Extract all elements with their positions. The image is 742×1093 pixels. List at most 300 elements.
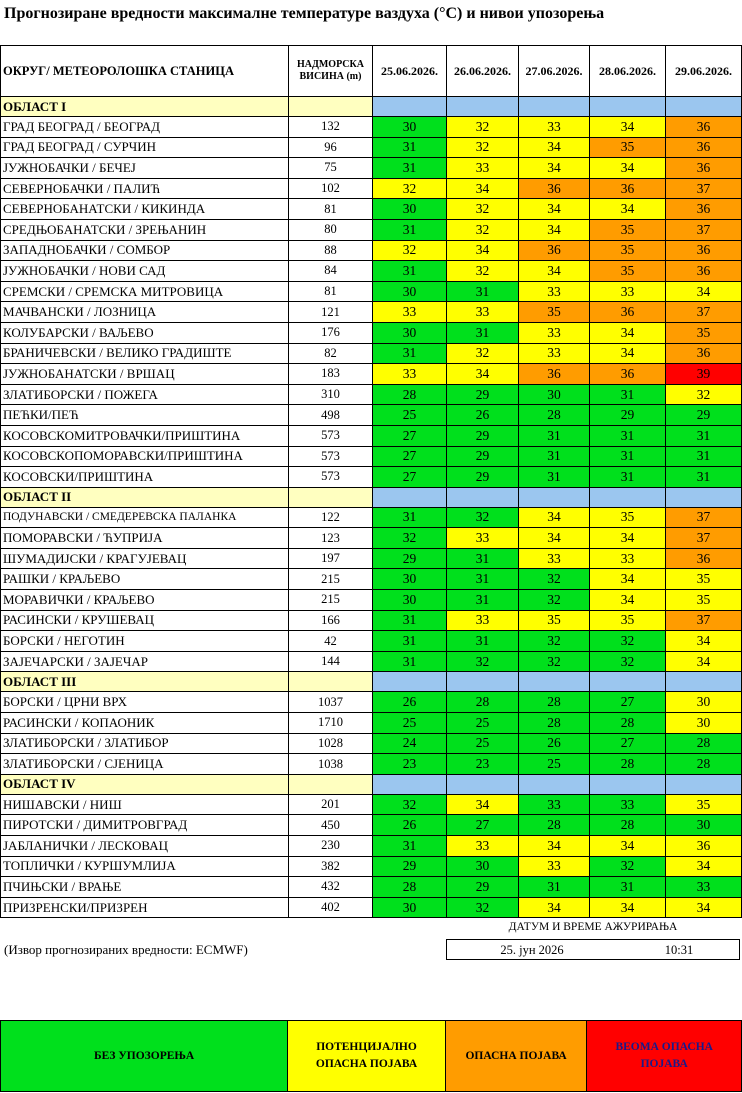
station-name: ЗЛАТИБОРСКИ / ПОЖЕГА — [1, 384, 289, 405]
temperature-cell: 28 — [519, 713, 590, 734]
temperature-cell: 25 — [447, 733, 519, 754]
station-name: НИШАВСКИ / НИШ — [1, 794, 289, 815]
region-name: ОБЛАСТ IV — [1, 774, 289, 794]
temperature-cell: 36 — [590, 302, 666, 323]
temperature-cell: 30 — [519, 384, 590, 405]
region-value-cell — [666, 97, 742, 117]
temperature-cell: 35 — [590, 507, 666, 528]
station-altitude: 88 — [289, 240, 373, 261]
station-name: БОРСКИ / НЕГОТИН — [1, 631, 289, 652]
temperature-cell: 31 — [447, 590, 519, 611]
temperature-cell: 31 — [519, 425, 590, 446]
table-row — [1, 733, 742, 754]
region-value-cell — [590, 487, 666, 507]
temperature-cell: 31 — [373, 631, 447, 652]
station-name: РАСИНСКИ / КРУШЕВАЦ — [1, 610, 289, 631]
temperature-cell: 32 — [590, 651, 666, 672]
station-name: СЕВЕРНОБАЧКИ / ПАЛИЋ — [1, 178, 289, 199]
temperature-cell: 30 — [373, 199, 447, 220]
temperature-cell: 34 — [666, 651, 742, 672]
temperature-cell: 34 — [519, 199, 590, 220]
temperature-cell: 32 — [373, 178, 447, 199]
temperature-cell: 32 — [373, 528, 447, 549]
region-row — [1, 487, 742, 507]
temperature-cell: 39 — [666, 364, 742, 385]
temperature-cell: 32 — [447, 199, 519, 220]
region-row — [1, 97, 742, 117]
temperature-cell: 37 — [666, 302, 742, 323]
temperature-cell: 32 — [373, 794, 447, 815]
table-row — [1, 158, 742, 179]
temperature-cell: 30 — [373, 897, 447, 918]
update-date: 25. јун 2026 — [500, 943, 564, 957]
region-value-cell — [519, 774, 590, 794]
station-name: ГРАД БЕОГРАД / СУРЧИН — [1, 137, 289, 158]
temperature-cell: 26 — [373, 692, 447, 713]
station-altitude: 80 — [289, 219, 373, 240]
temperature-cell: 34 — [666, 856, 742, 877]
station-altitude: 432 — [289, 877, 373, 898]
station-altitude: 123 — [289, 528, 373, 549]
station-name: СРЕДЊОБАНАТСКИ / ЗРЕЊАНИН — [1, 219, 289, 240]
temperature-cell: 33 — [519, 856, 590, 877]
temperature-cell: 33 — [447, 528, 519, 549]
table-row — [1, 343, 742, 364]
temperature-cell: 37 — [666, 178, 742, 199]
station-name: СРЕМСКИ / СРЕМСКА МИТРОВИЦА — [1, 281, 289, 302]
station-altitude: 122 — [289, 507, 373, 528]
temperature-cell: 30 — [666, 815, 742, 836]
temperature-cell: 30 — [666, 713, 742, 734]
station-altitude: 121 — [289, 302, 373, 323]
station-altitude: 1037 — [289, 692, 373, 713]
update-label: ДАТУМ И ВРЕМЕ АЖУРИРАЊА — [508, 921, 678, 933]
temperature-cell: 25 — [447, 713, 519, 734]
station-altitude: 215 — [289, 569, 373, 590]
temperature-cell: 36 — [666, 261, 742, 282]
temperature-cell: 35 — [590, 137, 666, 158]
temperature-cell: 31 — [447, 569, 519, 590]
temperature-cell: 33 — [666, 877, 742, 898]
temperature-cell: 28 — [373, 877, 447, 898]
temperature-cell: 35 — [666, 322, 742, 343]
table-row — [1, 877, 742, 898]
temperature-cell: 35 — [590, 261, 666, 282]
temperature-cell: 31 — [373, 343, 447, 364]
temperature-cell: 34 — [590, 322, 666, 343]
region-value-cell — [373, 487, 447, 507]
temperature-cell: 33 — [447, 302, 519, 323]
station-name: ЈУЖНОБАЧКИ / НОВИ САД — [1, 261, 289, 282]
station-name: ЗЛАТИБОРСКИ / СЈЕНИЦА — [1, 754, 289, 775]
update-time: 10:31 — [664, 943, 694, 957]
table-row — [1, 610, 742, 631]
temperature-cell: 30 — [373, 281, 447, 302]
altitude-column-header: НАДМОРСКА ВИСИНА (m) — [289, 46, 373, 97]
temperature-cell: 28 — [519, 692, 590, 713]
temperature-cell: 31 — [447, 548, 519, 569]
temperature-cell: 36 — [666, 117, 742, 138]
date-column-header: 29.06.2026. — [666, 46, 742, 97]
temperature-cell: 33 — [447, 836, 519, 857]
table-row — [1, 794, 742, 815]
temperature-cell: 28 — [590, 815, 666, 836]
table-row — [1, 856, 742, 877]
region-altitude-cell — [289, 487, 373, 507]
station-name: ЗАПАДНОБАЧКИ / СОМБОР — [1, 240, 289, 261]
station-name: БРАНИЧЕВСКИ / ВЕЛИКО ГРАДИШТЕ — [1, 343, 289, 364]
region-value-cell — [373, 672, 447, 692]
station-altitude: 81 — [289, 199, 373, 220]
station-name: ТОПЛИЧКИ / КУРШУМЛИЈА — [1, 856, 289, 877]
temperature-cell: 36 — [519, 178, 590, 199]
region-value-cell — [447, 774, 519, 794]
region-value-cell — [447, 672, 519, 692]
region-value-cell — [373, 774, 447, 794]
temperature-cell: 34 — [666, 281, 742, 302]
temperature-cell: 32 — [447, 507, 519, 528]
date-column-header: 28.06.2026. — [590, 46, 666, 97]
temperature-cell: 32 — [666, 384, 742, 405]
temperature-cell: 32 — [447, 219, 519, 240]
source-note: (Извор прогнозираних вредности: ECMWF) — [4, 942, 248, 957]
update-box — [446, 939, 740, 960]
station-altitude: 84 — [289, 261, 373, 282]
region-altitude-cell — [289, 97, 373, 117]
temperature-cell: 34 — [519, 261, 590, 282]
temperature-cell: 28 — [447, 692, 519, 713]
station-altitude: 230 — [289, 836, 373, 857]
temperature-cell: 36 — [666, 240, 742, 261]
region-row — [1, 672, 742, 692]
legend-item — [288, 1021, 446, 1091]
station-altitude: 215 — [289, 590, 373, 611]
table-row — [1, 240, 742, 261]
warning-legend — [0, 1020, 742, 1092]
station-altitude: 176 — [289, 322, 373, 343]
table-row — [1, 384, 742, 405]
temperature-cell: 31 — [373, 219, 447, 240]
station-altitude: 96 — [289, 137, 373, 158]
station-name: КОСОВСКИ/ПРИШТИНА — [1, 467, 289, 488]
station-altitude: 1710 — [289, 713, 373, 734]
date-column-header: 27.06.2026. — [519, 46, 590, 97]
station-altitude: 75 — [289, 158, 373, 179]
temperature-cell: 28 — [666, 733, 742, 754]
temperature-cell: 34 — [447, 364, 519, 385]
station-altitude: 498 — [289, 405, 373, 426]
station-altitude: 197 — [289, 548, 373, 569]
table-row — [1, 897, 742, 918]
temperature-cell: 34 — [590, 117, 666, 138]
temperature-cell: 31 — [373, 158, 447, 179]
temperature-cell: 33 — [447, 158, 519, 179]
station-altitude: 310 — [289, 384, 373, 405]
table-row — [1, 425, 742, 446]
forecast-table-body — [1, 46, 742, 918]
temperature-cell: 32 — [447, 117, 519, 138]
temperature-cell: 29 — [447, 467, 519, 488]
temperature-cell: 36 — [666, 548, 742, 569]
temperature-cell: 31 — [373, 651, 447, 672]
region-value-cell — [373, 97, 447, 117]
table-row — [1, 364, 742, 385]
temperature-cell: 37 — [666, 528, 742, 549]
temperature-cell: 28 — [590, 713, 666, 734]
station-name: МОРАВИЧКИ / КРАЉЕВО — [1, 590, 289, 611]
legend-item — [587, 1021, 741, 1091]
table-row — [1, 507, 742, 528]
temperature-cell: 33 — [519, 343, 590, 364]
temperature-cell: 31 — [590, 425, 666, 446]
region-name: ОБЛАСТ I — [1, 97, 289, 117]
station-altitude: 144 — [289, 651, 373, 672]
table-row — [1, 815, 742, 836]
station-altitude: 450 — [289, 815, 373, 836]
temperature-cell: 36 — [666, 199, 742, 220]
region-value-cell — [447, 97, 519, 117]
table-row — [1, 302, 742, 323]
temperature-cell: 34 — [590, 528, 666, 549]
temperature-cell: 32 — [447, 137, 519, 158]
table-row — [1, 631, 742, 652]
station-altitude: 102 — [289, 178, 373, 199]
temperature-cell: 25 — [519, 754, 590, 775]
station-name: БОРСКИ / ЦРНИ ВРХ — [1, 692, 289, 713]
legend-label: ОПАСНА ПОЈАВА — [465, 1049, 567, 1062]
temperature-cell: 36 — [519, 240, 590, 261]
temperature-cell: 27 — [373, 467, 447, 488]
station-name: ПОМОРАВСКИ / ЋУПРИЈА — [1, 528, 289, 549]
temperature-cell: 31 — [373, 836, 447, 857]
temperature-cell: 34 — [666, 631, 742, 652]
temperature-cell: 36 — [519, 364, 590, 385]
table-row — [1, 590, 742, 611]
temperature-cell: 29 — [373, 856, 447, 877]
station-name: РАШКИ / КРАЉЕВО — [1, 569, 289, 590]
table-row — [1, 569, 742, 590]
temperature-cell: 27 — [590, 733, 666, 754]
temperature-cell: 33 — [447, 610, 519, 631]
station-altitude: 82 — [289, 343, 373, 364]
temperature-cell: 28 — [666, 754, 742, 775]
temperature-cell: 33 — [519, 548, 590, 569]
table-row — [1, 117, 742, 138]
station-name: ЈУЖНОБАЧКИ / БЕЧЕЈ — [1, 158, 289, 179]
temperature-cell: 36 — [590, 364, 666, 385]
station-altitude: 382 — [289, 856, 373, 877]
table-row — [1, 322, 742, 343]
station-name: ГРАД БЕОГРАД / БЕОГРАД — [1, 117, 289, 138]
temperature-cell: 33 — [373, 364, 447, 385]
temperature-cell: 31 — [666, 425, 742, 446]
station-name: КОСОВСКОМИТРОВАЧКИ/ПРИШТИНА — [1, 425, 289, 446]
region-name: ОБЛАСТ III — [1, 672, 289, 692]
station-altitude: 42 — [289, 631, 373, 652]
station-name: ПИРОТСКИ / ДИМИТРОВГРАД — [1, 815, 289, 836]
temperature-cell: 34 — [590, 590, 666, 611]
region-value-cell — [590, 672, 666, 692]
temperature-cell: 32 — [373, 240, 447, 261]
temperature-cell: 29 — [447, 446, 519, 467]
temperature-cell: 34 — [519, 836, 590, 857]
temperature-cell: 33 — [373, 302, 447, 323]
temperature-cell: 30 — [373, 590, 447, 611]
station-altitude: 132 — [289, 117, 373, 138]
station-altitude: 402 — [289, 897, 373, 918]
region-value-cell — [519, 487, 590, 507]
temperature-cell: 37 — [666, 610, 742, 631]
temperature-cell: 32 — [447, 261, 519, 282]
temperature-cell: 32 — [519, 590, 590, 611]
temperature-cell: 27 — [590, 692, 666, 713]
temperature-cell: 32 — [590, 856, 666, 877]
temperature-cell: 31 — [590, 446, 666, 467]
temperature-cell: 36 — [666, 137, 742, 158]
table-row — [1, 528, 742, 549]
temperature-cell: 34 — [519, 897, 590, 918]
temperature-cell: 31 — [590, 877, 666, 898]
temperature-cell: 31 — [373, 137, 447, 158]
region-altitude-cell — [289, 672, 373, 692]
region-value-cell — [590, 97, 666, 117]
station-name: МАЧВАНСКИ / ЛОЗНИЦА — [1, 302, 289, 323]
temperature-cell: 31 — [447, 631, 519, 652]
region-altitude-cell — [289, 774, 373, 794]
region-value-cell — [519, 672, 590, 692]
temperature-cell: 36 — [590, 178, 666, 199]
temperature-cell: 34 — [447, 178, 519, 199]
table-header-row — [1, 46, 742, 97]
station-column-header: ОКРУГ/ МЕТЕОРОЛОШКА СТАНИЦА — [1, 46, 289, 97]
temperature-cell: 30 — [373, 569, 447, 590]
temperature-cell: 31 — [447, 281, 519, 302]
region-value-cell — [666, 672, 742, 692]
temperature-cell: 29 — [447, 384, 519, 405]
temperature-cell: 34 — [666, 897, 742, 918]
temperature-cell: 30 — [373, 322, 447, 343]
table-row — [1, 836, 742, 857]
region-value-cell — [666, 774, 742, 794]
temperature-cell: 28 — [519, 405, 590, 426]
station-name: ПРИЗРЕНСКИ/ПРИЗРЕН — [1, 897, 289, 918]
temperature-cell: 34 — [519, 219, 590, 240]
station-altitude: 573 — [289, 467, 373, 488]
temperature-cell: 36 — [666, 158, 742, 179]
region-value-cell — [666, 487, 742, 507]
temperature-cell: 32 — [447, 651, 519, 672]
temperature-cell: 29 — [447, 877, 519, 898]
station-altitude: 166 — [289, 610, 373, 631]
temperature-cell: 32 — [590, 631, 666, 652]
station-name: СЕВЕРНОБАНАТСКИ / КИКИНДА — [1, 199, 289, 220]
temperature-cell: 31 — [373, 261, 447, 282]
station-name: ПЧИЊСКИ / ВРАЊЕ — [1, 877, 289, 898]
temperature-cell: 31 — [666, 467, 742, 488]
region-value-cell — [519, 97, 590, 117]
temperature-cell: 23 — [373, 754, 447, 775]
temperature-cell: 34 — [519, 507, 590, 528]
temperature-cell: 37 — [666, 507, 742, 528]
legend-label: БЕЗ УПОЗОРЕЊА — [93, 1049, 195, 1062]
table-row — [1, 405, 742, 426]
region-value-cell — [590, 774, 666, 794]
station-altitude: 573 — [289, 446, 373, 467]
temperature-cell: 31 — [519, 446, 590, 467]
temperature-cell: 31 — [447, 322, 519, 343]
station-altitude: 573 — [289, 425, 373, 446]
temperature-cell: 32 — [519, 651, 590, 672]
temperature-cell: 35 — [666, 590, 742, 611]
temperature-cell: 34 — [590, 343, 666, 364]
table-row — [1, 261, 742, 282]
page-title: Прогнозиране вредности максималне температуре ваздуха (°C) и нивои упозорења — [4, 5, 605, 22]
station-name: ШУМАДИЈСКИ / КРАГУЈЕВАЦ — [1, 548, 289, 569]
temperature-cell: 32 — [519, 631, 590, 652]
temperature-cell: 34 — [519, 137, 590, 158]
temperature-cell: 37 — [666, 219, 742, 240]
station-altitude: 183 — [289, 364, 373, 385]
temperature-cell: 35 — [590, 240, 666, 261]
temperature-cell: 34 — [519, 158, 590, 179]
station-altitude: 1028 — [289, 733, 373, 754]
temperature-cell: 35 — [666, 569, 742, 590]
temperature-cell: 31 — [590, 467, 666, 488]
temperature-cell: 28 — [373, 384, 447, 405]
station-name: ЗАЈЕЧАРСКИ / ЗАЈЕЧАР — [1, 651, 289, 672]
temperature-cell: 32 — [519, 569, 590, 590]
temperature-cell: 31 — [519, 877, 590, 898]
station-name: ПЕЋКИ/ПЕЋ — [1, 405, 289, 426]
temperature-cell: 26 — [519, 733, 590, 754]
temperature-cell: 36 — [666, 836, 742, 857]
table-row — [1, 467, 742, 488]
temperature-cell: 29 — [373, 548, 447, 569]
temperature-cell: 34 — [590, 569, 666, 590]
temperature-cell: 27 — [373, 446, 447, 467]
temperature-cell: 33 — [519, 322, 590, 343]
temperature-cell: 33 — [590, 548, 666, 569]
temperature-cell: 31 — [373, 507, 447, 528]
temperature-cell: 31 — [590, 384, 666, 405]
date-column-header: 25.06.2026. — [373, 46, 447, 97]
table-row — [1, 692, 742, 713]
temperature-cell: 34 — [590, 158, 666, 179]
temperature-cell: 31 — [519, 467, 590, 488]
station-altitude: 1038 — [289, 754, 373, 775]
station-altitude: 81 — [289, 281, 373, 302]
temperature-cell: 34 — [590, 897, 666, 918]
forecast-table — [0, 45, 742, 918]
table-row — [1, 137, 742, 158]
temperature-cell: 36 — [666, 343, 742, 364]
temperature-cell: 35 — [590, 219, 666, 240]
temperature-cell: 32 — [447, 343, 519, 364]
temperature-cell: 33 — [519, 794, 590, 815]
table-row — [1, 446, 742, 467]
temperature-cell: 29 — [447, 425, 519, 446]
table-row — [1, 281, 742, 302]
temperature-cell: 34 — [590, 836, 666, 857]
station-name: ЗЛАТИБОРСКИ / ЗЛАТИБОР — [1, 733, 289, 754]
table-row — [1, 548, 742, 569]
temperature-cell: 34 — [519, 528, 590, 549]
station-name: ЈАБЛАНИЧКИ / ЛЕСКОВАЦ — [1, 836, 289, 857]
region-name: ОБЛАСТ II — [1, 487, 289, 507]
temperature-cell: 25 — [373, 713, 447, 734]
table-row — [1, 199, 742, 220]
legend-item — [446, 1021, 588, 1091]
